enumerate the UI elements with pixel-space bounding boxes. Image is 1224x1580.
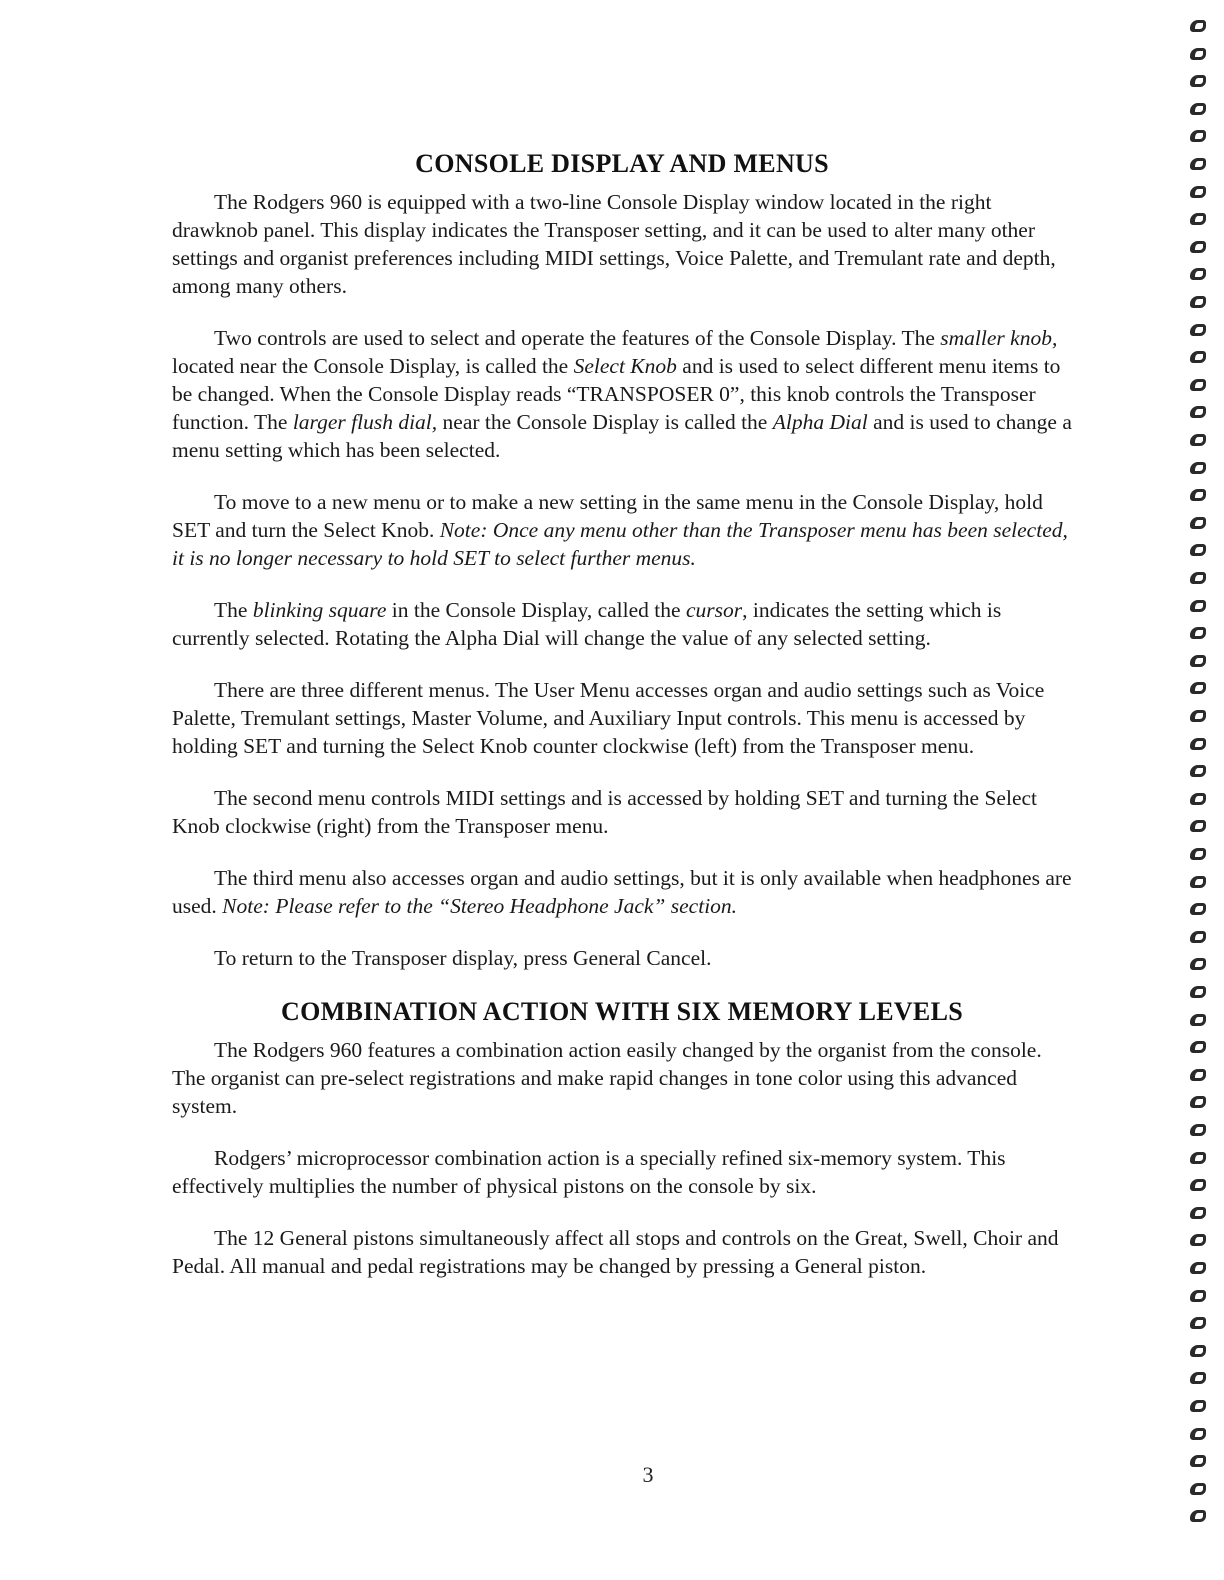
binding-ring-icon xyxy=(1190,1455,1206,1467)
section-body-console-display xyxy=(172,188,1072,972)
binding-ring-icon xyxy=(1190,876,1206,888)
paragraph xyxy=(172,944,1072,972)
binding-ring-icon xyxy=(1190,1041,1206,1053)
binding-ring-icon xyxy=(1190,1234,1206,1246)
binding-ring-icon xyxy=(1190,738,1206,750)
binding-ring-icon xyxy=(1190,296,1206,308)
binding-ring-icon xyxy=(1190,1096,1206,1108)
section-title-console-display: CONSOLE DISPLAY AND MENUS xyxy=(415,149,829,178)
binding-ring-icon xyxy=(1190,793,1206,805)
italic-text: Alpha Dial xyxy=(772,410,868,434)
binding-ring-icon xyxy=(1190,1069,1206,1081)
italic-text: cursor xyxy=(685,598,743,622)
paragraph xyxy=(172,324,1072,464)
italic-text: larger flush dial, xyxy=(292,410,438,434)
text-run: Rodgers’ microprocessor combination action is a specially refined six-memory system. This effectively multiplies the number of physical pistons on the console by six. xyxy=(172,1146,1006,1198)
binding-ring-icon xyxy=(1190,186,1206,198)
text-run: and is used to select different menu items to be changed. When the Console Display reads “TRANSPOSER 0”, this knob controls the Transposer function. The xyxy=(172,354,1061,434)
italic-text: Note: Once any menu other than the Transposer menu has been selected, it is no longer necessary to hold SET to select further menus. xyxy=(172,518,1068,570)
binding-ring-icon xyxy=(1190,1400,1206,1412)
binding-ring-icon xyxy=(1190,1207,1206,1219)
text-run: The third menu also accesses organ and audio settings, but it is only available when headphones are used. xyxy=(172,866,1072,918)
text-run: The Rodgers 960 features a combination action easily changed by the organist from the console. The organist can pre-select registrations and make rapid changes in tone color using this advanced system. xyxy=(172,1038,1042,1118)
binding-ring-icon xyxy=(1190,986,1206,998)
binding-ring-icon xyxy=(1190,213,1206,225)
text-run: near the Console Display is called the xyxy=(437,410,773,434)
binding-ring-icon xyxy=(1190,710,1206,722)
binding-ring-icon xyxy=(1190,1290,1206,1302)
text-run: Two controls are used to select and operate the features of the Console Display. The xyxy=(214,326,941,350)
binding-ring-icon xyxy=(1190,682,1206,694)
binding-ring-icon xyxy=(1190,103,1206,115)
binding-ring-icon xyxy=(1190,268,1206,280)
binding-ring-icon xyxy=(1190,489,1206,501)
binding-ring-icon xyxy=(1190,158,1206,170)
section-title-combination-action: COMBINATION ACTION WITH SIX MEMORY LEVELS xyxy=(281,997,963,1026)
binding-ring-icon xyxy=(1190,1124,1206,1136)
text-run: The second menu controls MIDI settings and is accessed by holding SET and turning the Select Knob clockwise (right) from the Transposer menu. xyxy=(172,786,1038,838)
binding-ring-icon xyxy=(1190,848,1206,860)
spiral-binding xyxy=(1184,12,1218,1572)
paragraph xyxy=(172,864,1072,920)
paragraph xyxy=(172,784,1072,840)
text-run: There are three different menus. The User Menu accesses organ and audio settings such as Voice Palette, Tremulant settings, Master Volume, and Auxiliary Input controls. This menu is accessed by holding SET and turning the Select Knob counter clockwise (left) from the Transposer menu. xyxy=(172,678,1045,758)
italic-text: blinking square xyxy=(252,598,387,622)
binding-ring-icon xyxy=(1190,379,1206,391)
binding-ring-icon xyxy=(1190,351,1206,363)
italic-text: Select Knob xyxy=(573,354,677,378)
paragraph xyxy=(172,1036,1072,1120)
binding-ring-icon xyxy=(1190,1483,1206,1495)
binding-ring-icon xyxy=(1190,1262,1206,1274)
text-run: located near the Console Display, is called the xyxy=(172,354,574,378)
binding-ring-icon xyxy=(1190,1152,1206,1164)
paragraph xyxy=(172,676,1072,760)
text-run: To return to the Transposer display, press General Cancel. xyxy=(214,946,712,970)
binding-ring-icon xyxy=(1190,517,1206,529)
binding-ring-icon xyxy=(1190,1179,1206,1191)
paragraph xyxy=(172,596,1072,652)
binding-ring-icon xyxy=(1190,1372,1206,1384)
section-body-combination-action xyxy=(172,1036,1072,1280)
binding-ring-icon xyxy=(1190,765,1206,777)
text-run: To move to a new menu or to make a new setting in the same menu in the Console Display, hold SET and turn the Select Knob. xyxy=(172,490,1043,542)
binding-ring-icon xyxy=(1190,958,1206,970)
binding-ring-icon xyxy=(1190,627,1206,639)
binding-ring-icon xyxy=(1190,434,1206,446)
binding-ring-icon xyxy=(1190,20,1206,32)
binding-ring-icon xyxy=(1190,544,1206,556)
binding-ring-icon xyxy=(1190,903,1206,915)
binding-ring-icon xyxy=(1190,1317,1206,1329)
binding-ring-icon xyxy=(1190,1345,1206,1357)
text-run: and is used to change a menu setting which has been selected. xyxy=(172,410,1072,462)
binding-ring-icon xyxy=(1190,75,1206,87)
text-run: The Rodgers 960 is equipped with a two-line Console Display window located in the right drawknob panel. This display indicates the Transposer setting, and it can be used to alter many other settings and organist preferences including MIDI settings, Voice Palette, and Tremulant rate and depth, among many others. xyxy=(172,190,1056,298)
paragraph xyxy=(172,1224,1072,1280)
italic-text: Note: Please refer to the “Stereo Headphone Jack” section. xyxy=(222,894,738,918)
binding-ring-icon xyxy=(1190,931,1206,943)
text-run: , indicates the setting which is currently selected. Rotating the Alpha Dial will change the value of any selected setting. xyxy=(172,598,1002,650)
binding-ring-icon xyxy=(1190,655,1206,667)
binding-ring-icon xyxy=(1190,462,1206,474)
binding-ring-icon xyxy=(1190,1014,1206,1026)
binding-ring-icon xyxy=(1190,406,1206,418)
binding-ring-icon xyxy=(1190,130,1206,142)
binding-ring-icon xyxy=(1190,1428,1206,1440)
text-run: The 12 General pistons simultaneously affect all stops and controls on the Great, Swell, Choir and Pedal. All manual and pedal registrations may be changed by pressing a General piston. xyxy=(172,1226,1059,1278)
paragraph xyxy=(172,488,1072,572)
binding-ring-icon xyxy=(1190,241,1206,253)
paragraph xyxy=(172,1144,1072,1200)
italic-text: smaller knob, xyxy=(940,326,1058,350)
text-run: The xyxy=(214,598,253,622)
page-number: 3 xyxy=(642,1462,654,1487)
paragraph xyxy=(172,188,1072,300)
binding-ring-icon xyxy=(1190,324,1206,336)
text-run: in the Console Display, called the xyxy=(386,598,686,622)
binding-ring-icon xyxy=(1190,1510,1206,1522)
binding-ring-icon xyxy=(1190,600,1206,612)
binding-ring-icon xyxy=(1190,48,1206,60)
binding-ring-icon xyxy=(1190,572,1206,584)
binding-ring-icon xyxy=(1190,820,1206,832)
page-content xyxy=(172,150,1072,1304)
